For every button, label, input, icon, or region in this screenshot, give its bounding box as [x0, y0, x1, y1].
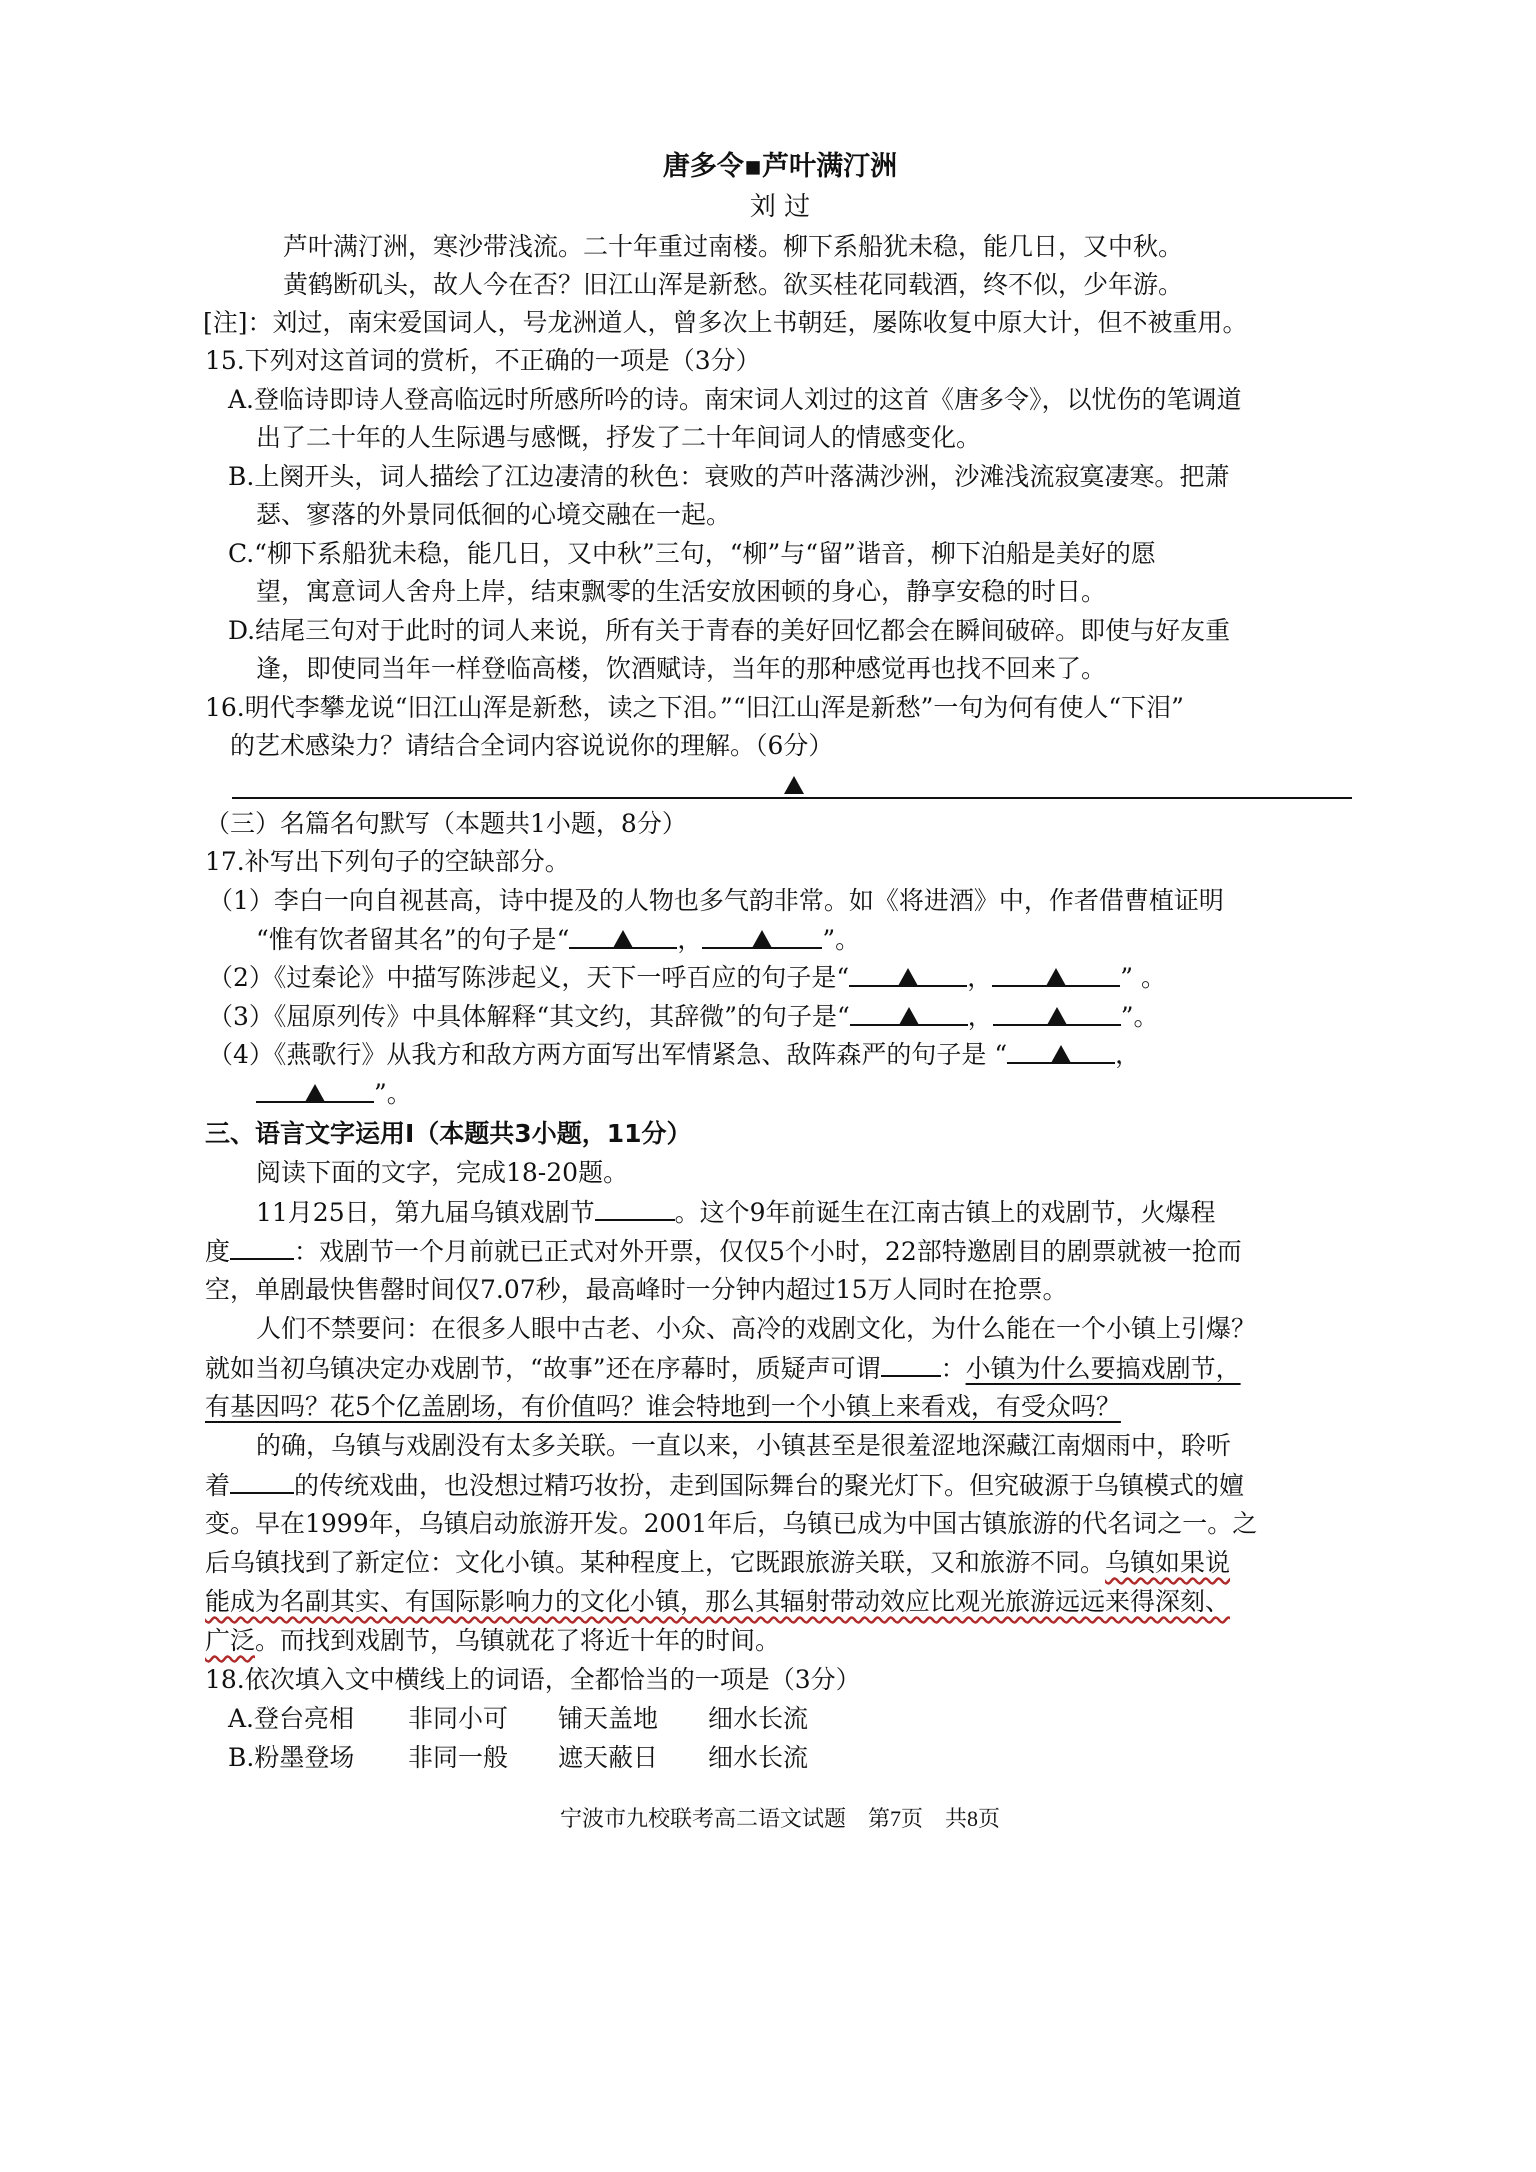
blank [993, 998, 1121, 1026]
blank [849, 959, 967, 987]
passage-line-10: 后乌镇找到了新定位：文化小镇。某种程度上，它既跟旅游关联，又和旅游不同。乌镇如果说 [205, 1548, 1231, 1577]
triangle-icon [899, 1007, 919, 1025]
q17-item-2: （2）《过秦论》中描写陈涉起义，天下一呼百应的句子是“ ， ” 。 [208, 959, 1358, 997]
q16-line1: 16.明代李攀龙说“旧江山浑是新愁，读之下泪。”“旧江山浑是新愁”一句为何有使人“下泪” [205, 693, 1184, 722]
blank [595, 1193, 675, 1221]
passage-line-5: 就如当初乌镇决定办戏剧节，“故事”还在序幕时，质疑声可谓 ：小镇为什么要搞戏剧节， [205, 1349, 1355, 1388]
passage-line-11: 能成为名副其实、有国际影响力的文化小镇，那么其辐射带动效应比观光旅游远远来得深刻、 [205, 1587, 1231, 1616]
answer-triangle-icon [784, 776, 804, 794]
passage-line-3: 空，单剧最快售罄时间仅7.07秒，最高峰时一分钟内超过15万人同时在抢票。 [205, 1275, 1068, 1304]
passage-line-2: 度 ：戏剧节一个月前就已正式对外开票，仅仅5个小时，22部特邀剧目的剧票就被一抢而 [205, 1232, 1355, 1271]
poem-line-2: 黄鹤断矶头，故人今在否？旧江山浑是新愁。欲买桂花同载酒，终不似，少年游。 [283, 270, 1184, 299]
q15-option-d-line2: 逢，即使同当年一样登临高楼，饮酒赋诗，当年的那种感觉再也找不回来了。 [256, 654, 1107, 683]
triangle-icon [613, 930, 633, 948]
part-3-heading: 三、语言文字运用Ⅰ（本题共3小题，11分） [205, 1119, 692, 1148]
q15-option-b-line1: B.上阕开头，词人描绘了江边凄清的秋色：衰败的芦叶落满沙洲，沙滩浅流寂寞凄寒。把萧 [228, 462, 1230, 491]
poem-line-1: 芦叶满汀洲，寒沙带浅流。二十年重过南楼。柳下系船犹未稳，能几日，又中秋。 [283, 232, 1184, 261]
q15-stem: 15.下列对这首词的赏析，不正确的一项是（3分） [205, 346, 761, 375]
triangle-icon [1051, 1045, 1071, 1063]
q16-answer-line [232, 797, 1352, 799]
blank [569, 921, 677, 949]
blank [230, 1466, 294, 1494]
q17-item-3: （3）《屈原列传》中具体解释“其文约，其辞微”的句子是“ ， ”。 [208, 998, 1358, 1036]
blank [230, 1232, 294, 1260]
reading-intro: 阅读下面的文字，完成18-20题。 [256, 1158, 629, 1187]
q18-option-a: A.登台亮相 非同小可 铺天盖地 细水长流 [228, 1704, 809, 1733]
triangle-icon [1046, 968, 1066, 986]
q18-option-b: B.粉墨登场 非同一般 遮天蔽日 细水长流 [228, 1743, 809, 1772]
triangle-icon [1047, 1007, 1067, 1025]
q17-item-4-line1: （4）《燕歌行》从我方和敌方两方面写出军情紧急、敌阵森严的句子是 “ ， [208, 1036, 1358, 1074]
q16-line2: 的艺术感染力？请结合全词内容说说你的理解。（6分） [230, 731, 834, 760]
q15-option-b-line2: 瑟、寥落的外景同低徊的心境交融在一起。 [256, 500, 732, 529]
q17-stem: 17.补写出下列句子的空缺部分。 [205, 847, 570, 876]
passage-line-6: 有基因吗？花5个亿盖剧场，有价值吗？谁会特地到一个小镇上来看戏，有受众吗？ [205, 1392, 1121, 1421]
q15-option-c-line2: 望，寓意词人舍舟上岸，结束飘零的生活安放困顿的身心，静享安稳的时日。 [256, 577, 1107, 606]
section-3-heading: （三）名篇名句默写（本题共1小题，8分） [205, 809, 687, 838]
passage-line-4: 人们不禁要问：在很多人眼中古老、小众、高冷的戏剧文化，为什么能在一个小镇上引爆？ [256, 1314, 1257, 1343]
poem-note: [注]：刘过，南宋爱国词人，号龙洲道人，曾多次上书朝廷，屡陈收复中原大计，但不被重用。 [203, 308, 1248, 337]
triangle-icon [752, 930, 772, 948]
q15-option-a-line1: A.登临诗即诗人登高临远时所感所吟的诗。南宋词人刘过的这首《唐多令》，以忧伤的笔调道 [228, 385, 1242, 414]
q17-item-1-line2: “惟有饮者留其名”的句子是“ ， ”。 [256, 921, 1406, 959]
passage-line-12: 广泛。而找到戏剧节，乌镇就花了将近十年的时间。 [205, 1626, 781, 1655]
passage-line-8: 着 的传统戏曲，也没想过精巧妆扮，走到国际舞台的聚光灯下。但究破源于乌镇模式的嬗 [205, 1466, 1355, 1505]
passage-line-7: 的确，乌镇与戏剧没有太多关联。一直以来，小镇甚至是很羞涩地深藏江南烟雨中，聆听 [256, 1431, 1232, 1460]
triangle-icon [898, 968, 918, 986]
page-footer: 宁波市九校联考高二语文试题 第7页 共8页 [559, 1806, 1000, 1831]
blank [850, 998, 968, 1026]
q18-stem: 18.依次填入文中横线上的词语，全都恰当的一项是（3分） [205, 1665, 861, 1694]
triangle-icon [305, 1084, 325, 1102]
blank [702, 921, 822, 949]
q17-item-1-line1: （1）李白一向自视甚高，诗中提及的人物也多气韵非常。如《将进酒》中，作者借曹植证明 [208, 886, 1224, 915]
blank [1007, 1036, 1115, 1064]
poem-author: 刘 过 [749, 192, 811, 222]
blank [992, 959, 1120, 987]
passage-line-9: 变。早在1999年，乌镇启动旅游开发。2001年后，乌镇已成为中国古镇旅游的代名词之一。之 [205, 1509, 1258, 1538]
blank [881, 1349, 941, 1377]
q17-item-4-line2: ”。 [256, 1075, 1406, 1113]
q15-option-a-line2: 出了二十年的人生际遇与感慨，抒发了二十年间词人的情感变化。 [256, 423, 982, 452]
q15-option-d-line1: D.结尾三句对于此时的词人来说，所有关于青春的美好回忆都会在瞬间破碎。即使与好友重 [228, 616, 1231, 645]
blank [256, 1075, 374, 1103]
passage-line-1: 11月25日，第九届乌镇戏剧节 。这个9年前诞生在江南古镇上的戏剧节，火爆程 [256, 1193, 1406, 1232]
q15-option-c-line1: C.“柳下系船犹未稳，能几日，又中秋”三句，“柳”与“留”谐音，柳下泊船是美好的愿 [228, 539, 1156, 568]
poem-title: 唐多令▪芦叶满汀洲 [662, 151, 898, 182]
